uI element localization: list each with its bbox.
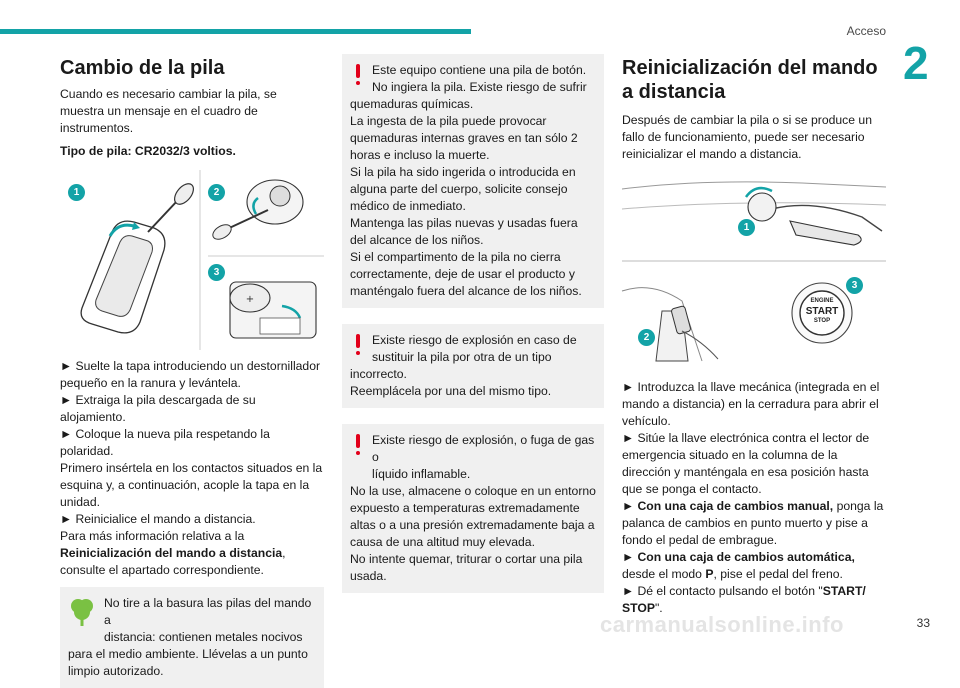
warning-note-explosion: [342, 424, 604, 593]
tree-icon: [70, 597, 94, 627]
reset-step-4-text-end: , pise el pedal del freno.: [713, 567, 843, 581]
warnings-column: [342, 54, 604, 593]
reset-step-5-text: ► Dé el contacto pulsando el botón ": [622, 584, 823, 598]
page-number: 33: [916, 616, 930, 630]
reset-figure-step-2-badge: 2: [638, 329, 655, 346]
battery-step-1: ► Suelte la tapa introduciendo un destornillador pequeño en la ranura y levántela.: [60, 359, 321, 390]
start-button-line-3: STOP: [813, 318, 831, 324]
figure-step-2-badge: 2: [208, 184, 225, 201]
battery-title: Cambio de la pila: [60, 57, 225, 79]
reset-step-1: ► Introduzca la llave mecánica (integrada en el mando a distancia) en la cerradura para abrir el vehículo.: [622, 380, 880, 428]
warning-second-line: No ingiera la pila. Existe riesgo de sufrir: [372, 80, 587, 94]
warning-first-line: Existe riesgo de explosión, o fuga de gas o: [372, 433, 595, 464]
battery-section: [60, 56, 324, 688]
warning-icon: [354, 434, 362, 456]
reset-step-4: [622, 549, 886, 583]
start-button-line-2: START: [805, 306, 839, 317]
more-info-text: Para más información relativa a la: [60, 529, 245, 543]
warning-first-line: Existe riesgo de explosión en caso de: [372, 333, 577, 347]
gear-mode-p: P: [705, 567, 714, 581]
reset-step-5-end: ".: [654, 601, 663, 615]
battery-more-info: [60, 528, 324, 579]
warning-icon: [354, 334, 362, 356]
section-title: Acceso: [846, 24, 886, 38]
chapter-number: 2: [903, 37, 929, 89]
battery-step-2: ► Extraiga la pila descargada de su alojamiento.: [60, 393, 256, 424]
warning-note-ingestion: [342, 54, 604, 308]
battery-intro: Cuando es necesario cambiar la pila, se muestra un mensaje en el cuadro de instrumentos.: [60, 87, 277, 135]
reset-step-4-label: ► Con una caja de cambios automática,: [622, 550, 855, 564]
reset-step-2: ► Sitúe la llave electrónica contra el lector de emergencia situado en la columna de la dirección y manténgala en esa posición hasta que se ponga el contacto.: [622, 431, 870, 496]
battery-type: Tipo de pila: CR2032/3 voltios.: [60, 144, 236, 158]
warning-text: No la use, almacene o coloque en un entorno expuesto a temperaturas extremadamente altas o a una presión extremadamente baja a causa de una altitud muy elevada. No intente quemar, triturar o cortar una pila usada.: [350, 484, 596, 583]
warning-second-line: líquido inflamable.: [372, 467, 471, 481]
start-stop-label: START/ STOP: [622, 584, 866, 615]
warning-icon: [354, 64, 362, 86]
eco-note: [60, 587, 324, 688]
more-info-text-end: , consulte el apartado correspondiente.: [60, 546, 286, 577]
warning-text: incorrecto. Reemplácela por una del mismo tipo.: [350, 367, 552, 398]
svg-text:+: +: [245, 294, 255, 305]
warning-first-line: Este equipo contiene una pila de botón.: [372, 63, 587, 77]
reset-step-3-text: ponga la palanca de cambios en punto muerto y pise a fondo el pedal de embrague.: [622, 499, 884, 547]
figure-step-3-badge: 3: [208, 264, 225, 281]
eco-note-first-line: No tire a la basura las pilas del mando a: [104, 596, 312, 627]
reset-step-3: [622, 498, 886, 549]
door-handle-drawing: [622, 169, 886, 267]
battery-step-3-detail: Primero insértela en los contactos situados en la esquina y, a continuación, acople la tapa en la unidad.: [60, 461, 323, 509]
battery-step-3: ► Coloque la nueva pila respetando la polaridad.: [60, 427, 270, 458]
eco-note-text: distancia: contienen metales nocivos para el medio ambiente. Llévelas a un punto limpio autorizado.: [68, 630, 308, 678]
more-info-link-text: Reinicialización del mando a distancia: [60, 546, 283, 560]
warning-note-wrong-type: [342, 324, 604, 408]
figure-step-1-badge: 1: [68, 184, 85, 201]
start-stop-illustration: [622, 271, 886, 371]
reset-figure-step-1-badge: 1: [738, 219, 755, 236]
reset-title: Reinicialización del mando a distancia: [622, 57, 878, 103]
start-button-line-1: ENGINE: [810, 298, 834, 304]
key-fob-drawing: [60, 170, 324, 350]
reset-figure-step-3-badge: 3: [846, 277, 863, 294]
watermark: carmanualsonline.info: [600, 612, 844, 637]
warning-second-line: sustituir la pila por otra de un tipo: [372, 350, 552, 364]
warning-text: quemaduras químicas. La ingesta de la pila puede provocar quemaduras internas graves en tan sólo 2 horas e incluso la muerte. Si la pila ha sido ingerida o introducida en alguna parte del cuerpo, solicite consejo médico de inmediato. Mantenga las pilas nuevas y usadas fuera del alcance de los niños. Si el compartimento de la pila no cierra correctamente, deje de usar el producto y manténgalo fuera del alcance de los niños.: [350, 97, 582, 298]
battery-step-4: ► Reinicialice el mando a distancia.: [60, 512, 256, 526]
header-accent-bar: [0, 29, 471, 34]
reset-step-3-label: ► Con una caja de cambios manual,: [622, 499, 834, 513]
reset-step-4-text: desde el modo: [622, 567, 706, 581]
battery-replacement-illustration: [60, 170, 324, 350]
door-lock-illustration: [622, 169, 886, 267]
reset-section: [622, 56, 886, 617]
reset-intro: Después de cambiar la pila o si se produce un fallo de funcionamiento, puede ser necesario reinicializar el mando a distancia.: [622, 113, 872, 161]
